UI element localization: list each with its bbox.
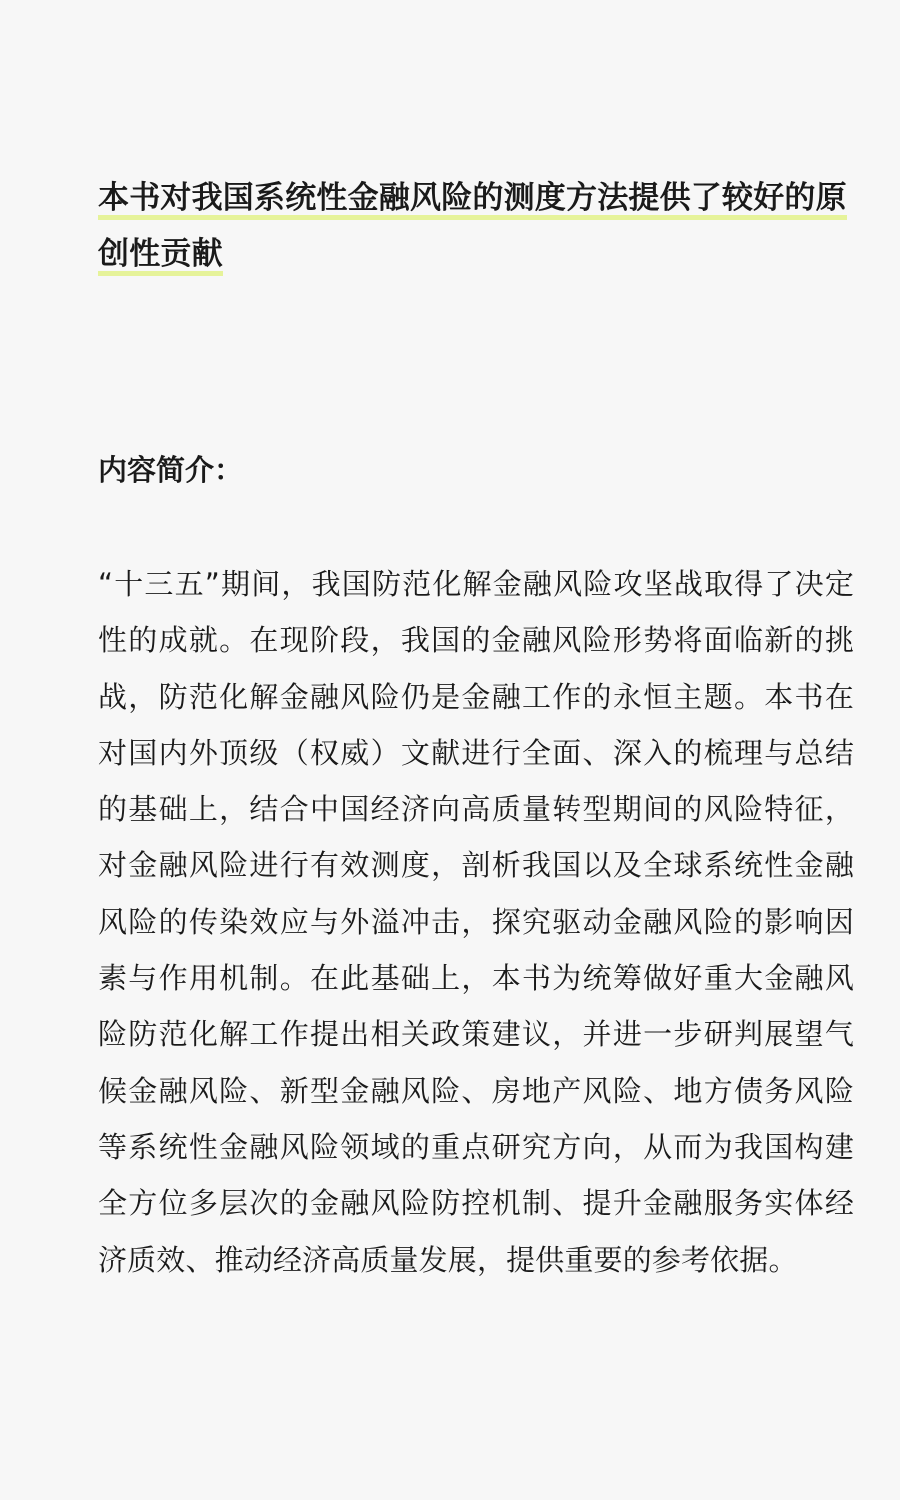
article-headline [98, 170, 858, 282]
article-body: “十三五”期间，我国防范化解金融风险攻坚战取得了决定性的成就。在现阶段，我国的金融风险形势将面临新的挑战，防范化解金融风险仍是金融工作的永恒主题。本书在对国内外顶级（权威）文献进行全面、深入的梳理与总结的基础上，结合中国经济向高质量转型期间的风险特征，对金融风险进行有效测度，剖析我国以及全球系统性金融风险的传染效应与外溢冲击，探究驱动金融风险的影响因素与作用机制。在此基础上，本书为统筹做好重大金融风险防范化解工作提出相关政策建议，并进一步研判展望气候金融风险、新型金融风险、房地产风险、地方债务风险等系统性金融风险领域的重点研究方向，从而为我国构建全方位多层次的金融风险防控机制、提升金融服务实体经济质效、推动经济高质量发展，提供重要的参考依据。 [98, 567, 854, 1277]
section-title: 内容简介： [98, 453, 244, 487]
headline-text: 本书对我国系统性金融风险的测度方法提供了较好的原创性贡献 [98, 180, 847, 278]
headline-block [98, 170, 858, 282]
